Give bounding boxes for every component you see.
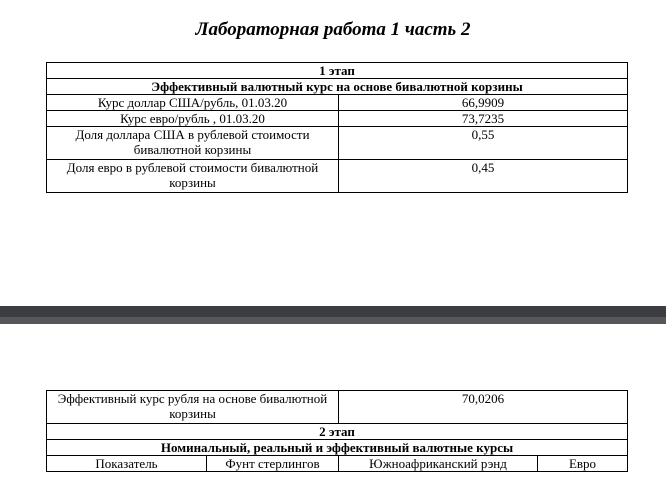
table-row <box>47 63 628 79</box>
row-label: Доля евро в рублевой стоимости бивалютной корзины <box>47 160 339 193</box>
table-row <box>47 440 628 456</box>
table-row <box>47 111 628 127</box>
column-header: Фунт стерлингов <box>207 456 339 472</box>
row-value: 70,0206 <box>339 391 628 424</box>
table-row <box>47 127 628 160</box>
table-row <box>47 95 628 111</box>
stage-1-label: 1 этап <box>47 63 628 79</box>
row-label: Курс евро/рубль , 01.03.20 <box>47 111 339 127</box>
row-label: Доля доллара США в рублевой стоимости бивалютной корзины <box>47 127 339 160</box>
row-label: Курс доллар США/рубль, 01.03.20 <box>47 95 339 111</box>
stage-2-table <box>46 390 628 472</box>
row-value: 0,45 <box>339 160 628 193</box>
column-header: Южноафриканский рэнд <box>339 456 538 472</box>
table-row <box>47 391 628 424</box>
table-header-row <box>47 456 628 472</box>
row-value: 66,9909 <box>339 95 628 111</box>
table-row <box>47 424 628 440</box>
stage-1-table <box>46 62 628 193</box>
row-value: 73,7235 <box>339 111 628 127</box>
table-row <box>47 160 628 193</box>
stage-1-heading: Эффективный валютный курс на основе бивалютной корзины <box>47 79 628 95</box>
row-value: 0,55 <box>339 127 628 160</box>
column-header: Евро <box>538 456 628 472</box>
stage-2-label: 2 этап <box>47 424 628 440</box>
row-label: Эффективный курс рубля на основе бивалютной корзины <box>47 391 339 424</box>
page-separator <box>0 306 666 324</box>
table-row <box>47 79 628 95</box>
document-title: Лабораторная работа 1 часть 2 <box>195 19 471 40</box>
column-header: Показатель <box>47 456 207 472</box>
stage-2-heading: Номинальный, реальный и эффективный валютные курсы <box>47 440 628 456</box>
